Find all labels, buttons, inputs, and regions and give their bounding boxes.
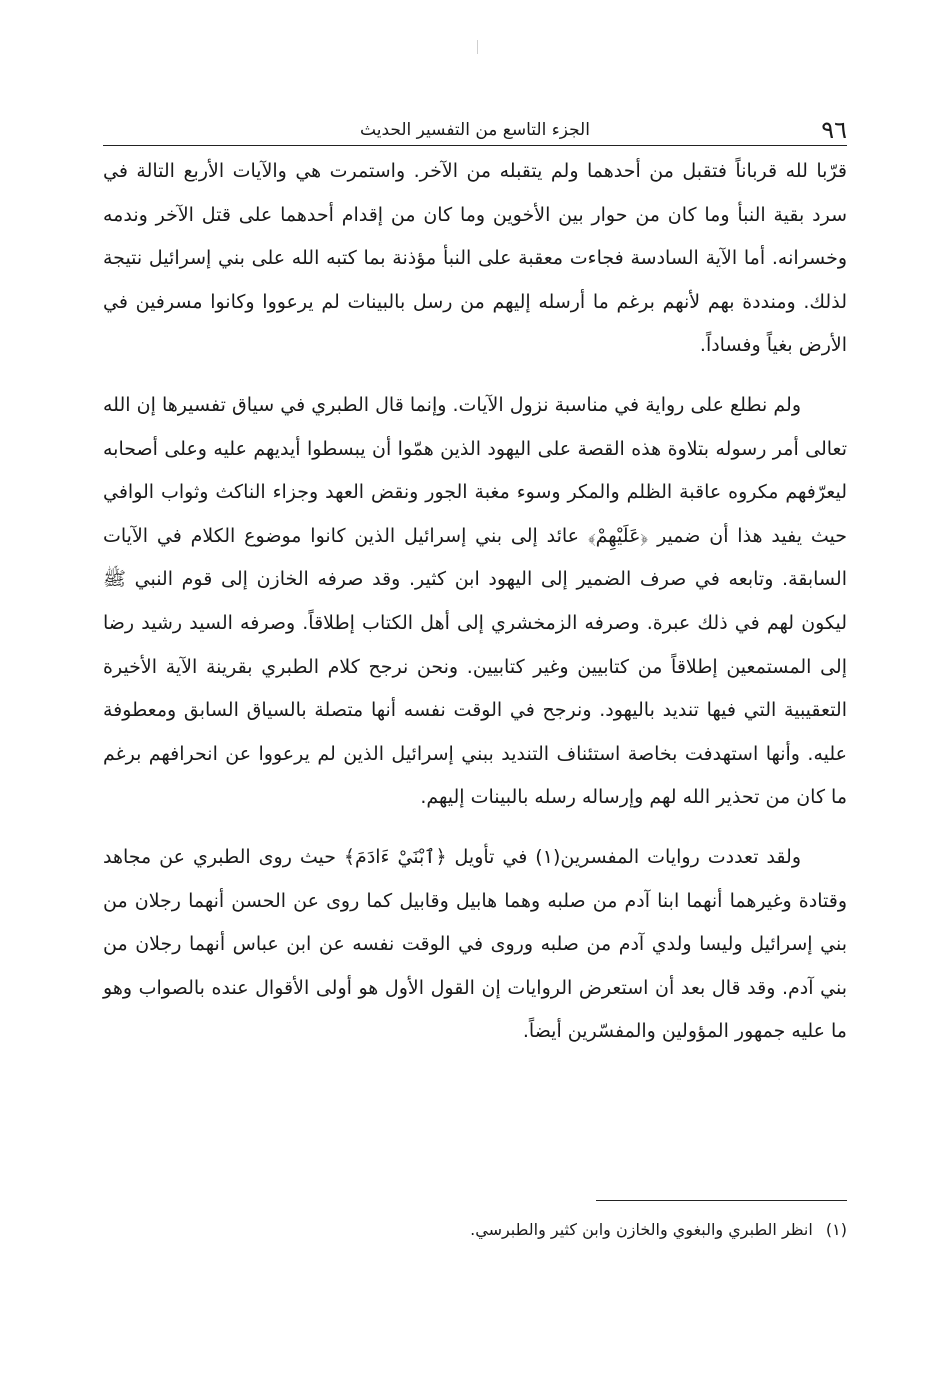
scan-mark [477,40,478,54]
footnote-text: انظر الطبري والبغوي والخازن وابن كثير والطبرسي. [470,1220,813,1239]
footnote [103,1217,847,1243]
footnote-rule [596,1200,847,1201]
page-header [103,116,847,146]
paragraph: قرّبا لله قرباناً فتقبل من أحدهما ولم يتقبله من الآخر. واستمرت هي والآيات الأربع التالة في سرد بقية النبأ وما كان من حوار بين الأخوين وما كان من إقدام أحدهما على قتل الآخر وندمه وخسرانه. أما الآية السادسة فجاءت معقبة على النبأ مؤذنة بما كتبه الله على بني إسرائيل نتيجة لذلك. ومنددة بهم لأنهم برغم ما أرسله إليهم من رسل بالبينات لم يرعووا وكانوا مسرفين في الأرض بغياً وفساداً. [103,160,847,357]
header-rule [103,145,847,146]
footnote-marker: (١) [825,1220,847,1239]
running-title: الجزء التاسع من التفسير الحديث [360,120,590,140]
paragraph: ولقد تعددت روايات المفسرين(١) في تأويل ﴿ٱبْنَيْ ءَادَمَ﴾ حيث روى الطبري عن مجاهد وقتادة وغيرهما أنهما ابنا آدم من صلبه وهما هابيل وقابيل كما روى عن الحسن أنهما رجلان من بني إسرائيل وليسا ولدي آدم من صلبه وروى في الوقت نفسه عن ابن عباس أنهما رجلان من بني آدم. وقد قال بعد أن استعرض الروايات إن القول الأول هو أولى الأقوال عنده بالصواب وهو ما عليه جمهور المؤولين والمفسّرين أيضاً. [103,845,847,1043]
page-number: ٩٦ [821,116,847,144]
body-text [103,150,847,1070]
paragraph: ولم نطلع على رواية في مناسبة نزول الآيات. وإنما قال الطبري في سياق تفسيرها إن الله تعالى أمر رسوله بتلاوة هذه القصة على اليهود الذين همّوا أن يبسطوا أيديهم عليه وعلى أصحابه ليعرّفهم مكروه عاقبة الظلم والمكر وسوء مغبة الجور ونقض العهد وجزاء الناكث وثواب الوافي حيث يفيد هذا أن ضمير ﴿عَلَيْهِمْ﴾ عائد إلى بني إسرائيل الذين كانوا موضوع الكلام في الآيات السابقة. وتابعه في صرف الضمير إلى اليهود ابن كثير. وقد صرفه الخازن إلى قوم النبي ﷺ ليكون لهم في ذلك عبرة. وصرفه الزمخشري إلى أهل الكتاب إطلاقاً. وصرفه السيد رشيد رضا إلى المستمعين إطلاقاً من كتابيين وغير كتابيين. ونحن نرجح كلام الطبري بقرينة الآية الأخيرة التعقيبية التي فيها تنديد باليهود. ونرجح في الوقت نفسه أنها متصلة بالسياق السابق ومعطوفة عليه. وأنها استهدفت بخاصة استئناف التنديد ببني إسرائيل الذين لم يرعووا عن انحرافهم برغم ما كان من تحذير الله لهم وإرساله رسله بالبينات إليهم. [103,393,847,809]
